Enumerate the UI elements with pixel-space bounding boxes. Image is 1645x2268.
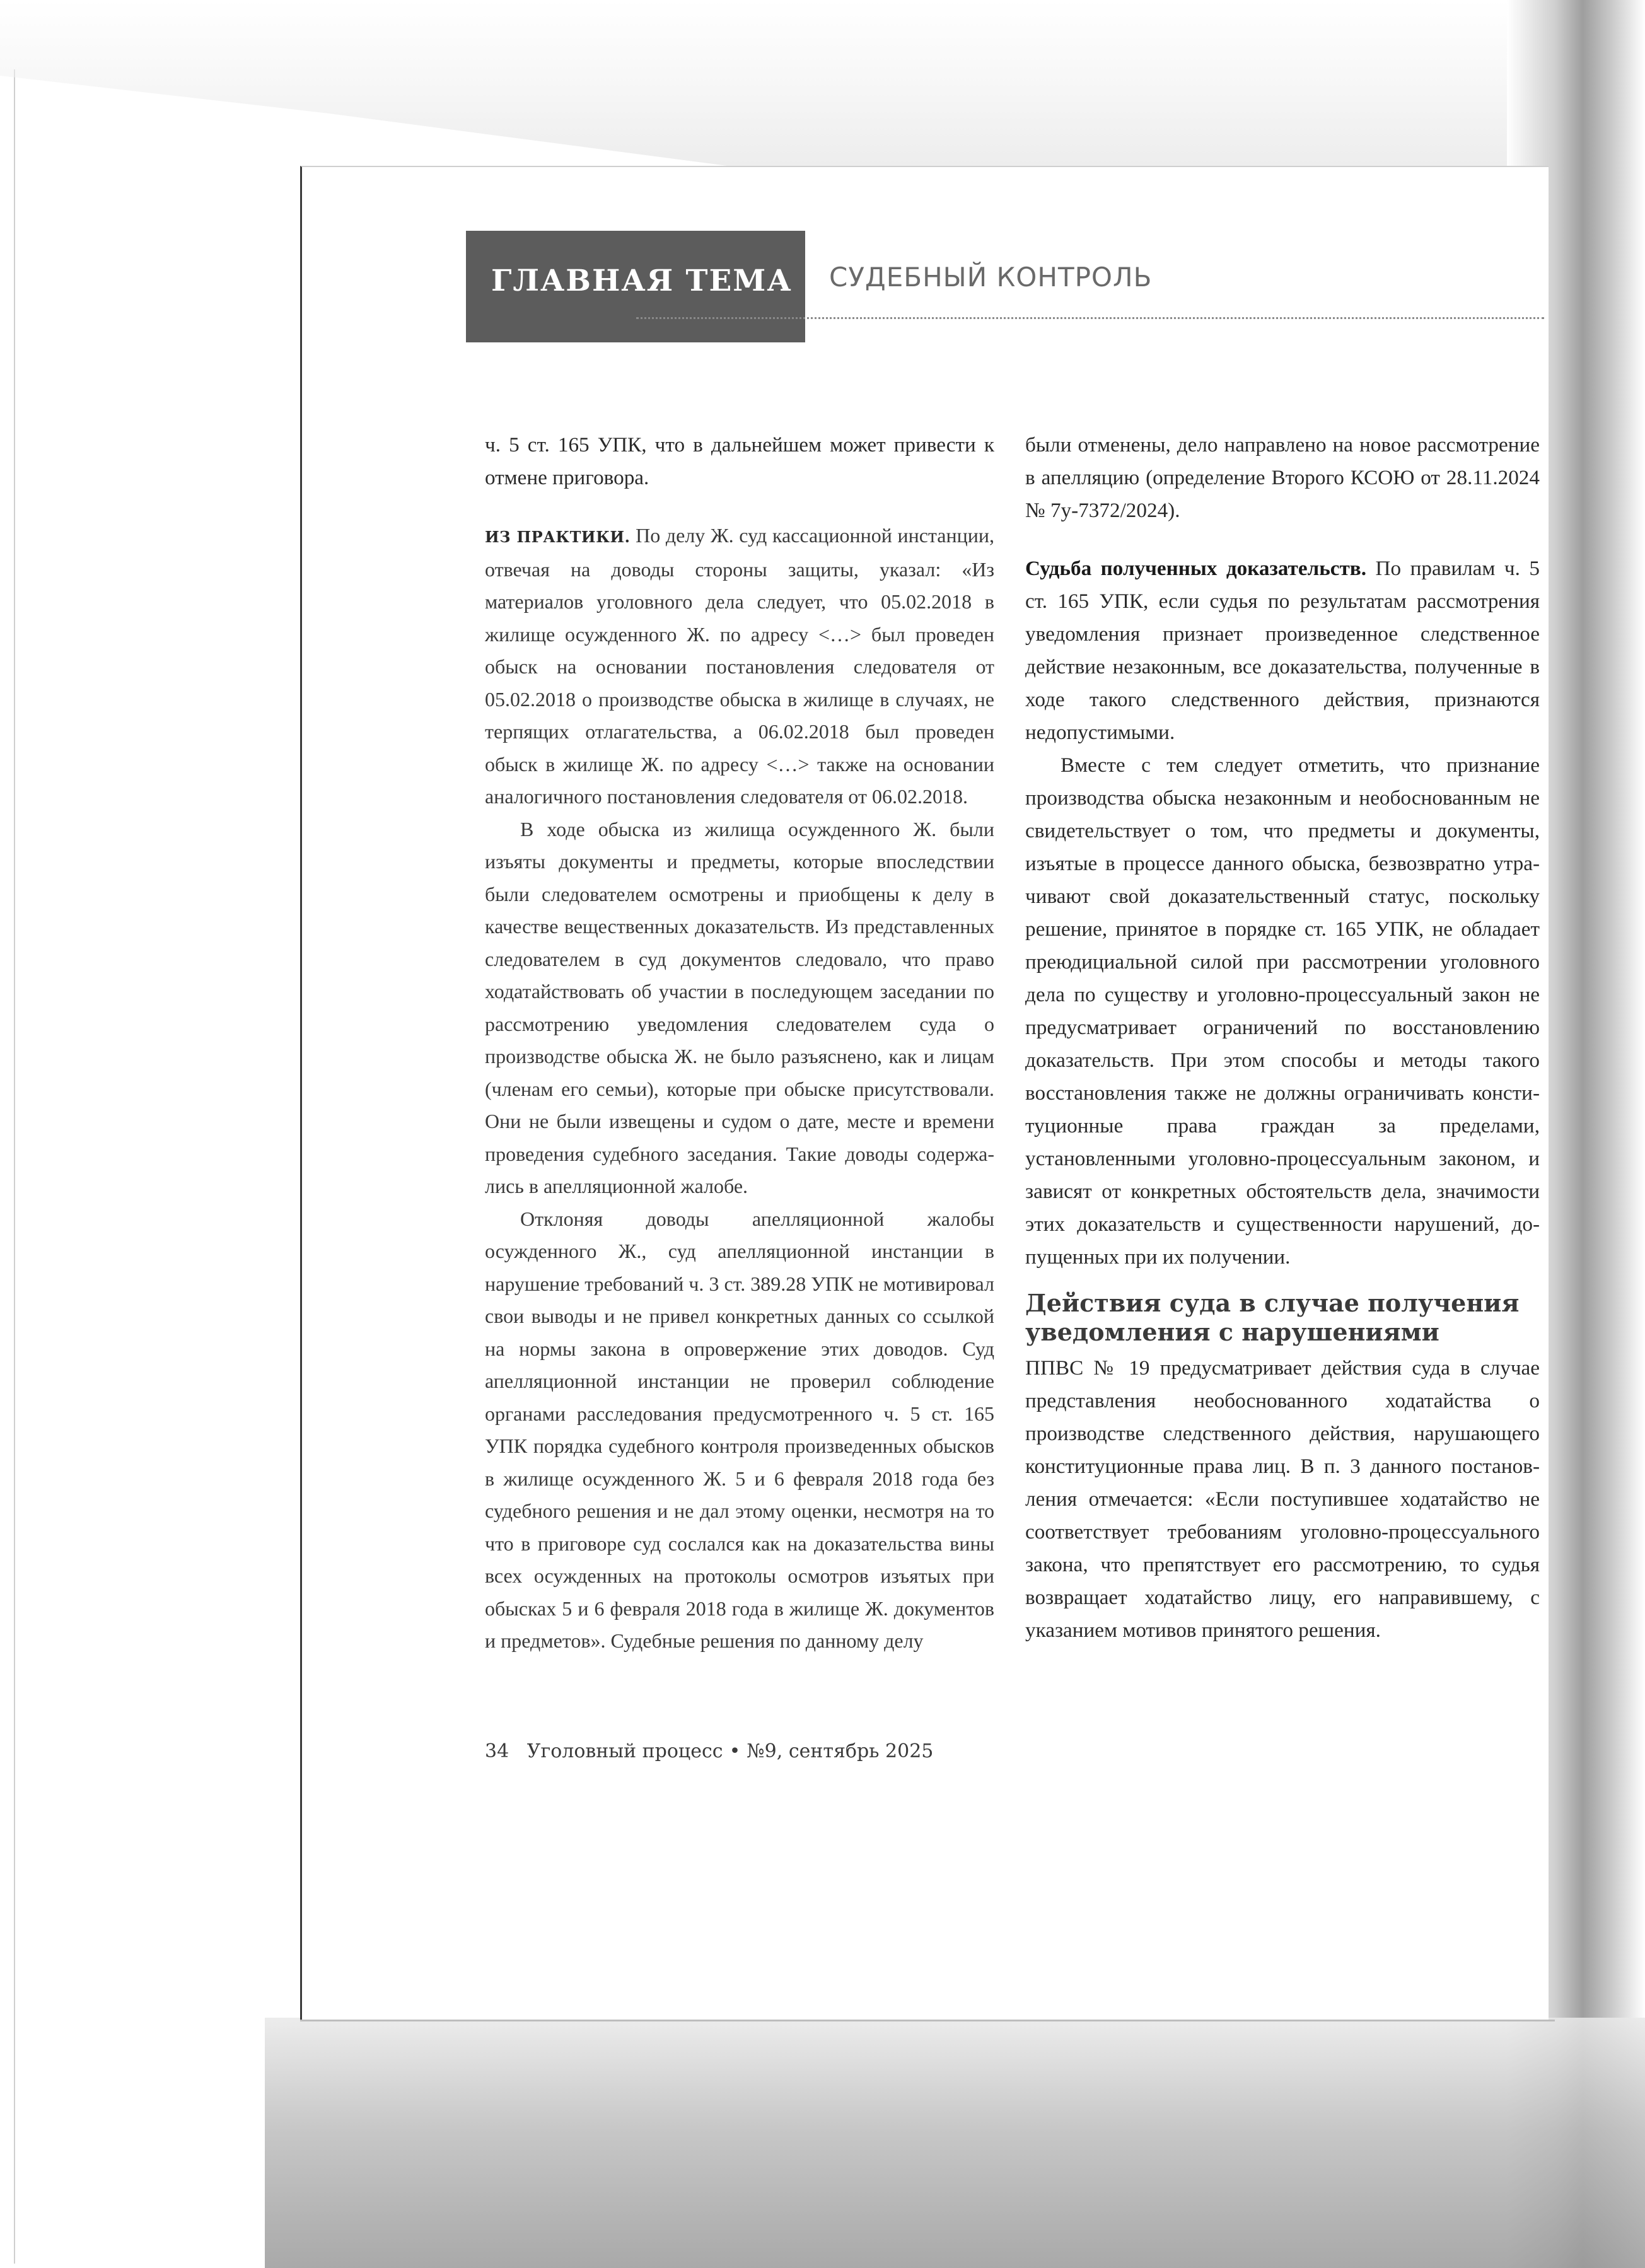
page-bottom-edge — [300, 2020, 1555, 2021]
section-header-box — [466, 231, 805, 342]
paragraph: В ходе обыска из жилища осужденного Ж. были изъяты документы и предметы, которые впоследствии были следователем осмотрены и приобщены к делу в качестве вещественных доказательств. Из представленных следователем в суд документов следовало, что право ходатайствовать об участии в последующем заседании по рассмотрению уведомления следователем суда о производстве обыска Ж. не было разъяснено, как и лицам (членам его семьи), которые при обыске присутствовали. Они не были извещены и судом о дате, месте и времени проведения судебного заседания. Такие доводы содержались в апелляционной жалобе. — [485, 817, 994, 1197]
practice-paragraph — [485, 520, 994, 813]
paragraph-text: По правилам ч. 5 ст. 165 УПК, если судья по результатам рассмотрения уведомления признает произведенное следственное действие незаконным, все доказательства, полученные в ходе такого следственного действия, признаются недопустимыми. — [1025, 557, 1540, 744]
paragraph: ч. 5 ст. 165 УПК, что в дальнейшем может привести к отмене приговора. — [485, 433, 994, 489]
paragraph: Вместе с тем следует отметить, что признание производства обыска незаконным и необоснованным не свидетельствует о том, что предметы и документы, изъятые в процессе данного обыска, безвозвратно утрачивают свой доказательственный статус, поскольку решение, принятое в порядке ст. 165 УПК, не обладает преюдициальной силой при рассмотрении уголовного дела по существу и уголовно-процессуальный закон не предусматривает ограничений по восстановлению доказательств. При этом способы и методы такого восстановления также не должны ограничивать конституционные права граждан за пределами, установленными уголовно-процессуальным законом, и зависят от конкретных обстоятельств дела, значимости этих доказательств и существенности нарушений, допущенных при их получении. — [1025, 753, 1540, 1269]
left-column — [485, 429, 994, 1658]
paragraph — [1025, 552, 1540, 749]
section-heading: Действия суда в случае получения уведомления с нарушениями — [1025, 1289, 1520, 1346]
page-footer — [485, 1740, 933, 1762]
practice-label: ИЗ ПРАКТИКИ. — [485, 528, 631, 546]
journal-title: Уголовный процесс — [526, 1740, 723, 1762]
paragraph-lead: Судьба полученных доказательств. — [1025, 557, 1366, 580]
right-column — [1025, 429, 1540, 1647]
subsection-label: СУДЕБНЫЙ КОНТРОЛЬ — [829, 262, 1153, 293]
practice-text: По делу Ж. суд кассационной инстанции, отвечая на доводы стороны защиты, указал: «Из материалов уголовного дела следует, что 05.02.2018 в жилище осужденного Ж. по адресу <…> был проведен обыск на основании постановления следователя от 05.02.2018 о производстве обыска в жилище в случаях, не терпящих отлагательства, а 06.02.2018 был проведен обыск в жилище Ж. по адресу <…> также на основании аналогичного постановления следователя от 06.02.2018. — [485, 524, 995, 808]
scan-edge-line — [14, 69, 15, 2264]
footer-bullet: • — [729, 1740, 741, 1762]
section-label: ГЛАВНАЯ ТЕМА — [491, 264, 793, 298]
scan-shadow-bottom — [265, 2018, 1645, 2268]
paragraph: Отклоняя доводы апелляционной жалобы осужденного Ж., суд апелляционной инстанции в нарушение требований ч. 3 ст. 389.28 УПК не мотивировал свои выводы и не привел конкретных данных со ссылкой на нормы закона в опровержение этих доводов. Суд апелляционной инстанции не проверил соблюдение органами расследования предусмотренного ч. 5 ст. 165 УПК порядка судебного контроля произведенных обысков в жилище осужденного Ж. 5 и 6 февраля 2018 года без судебного решения и не дал этому оценки, несмотря на то что в приговоре суд сослался как на доказательства вины всех осужденных на протоколы осмотров изъятых при обысках 5 и 6 февраля 2018 года в жилище Ж. документов и предметов». Судебные решения по данному делу — [485, 1207, 994, 1652]
paragraph: были отменены, дело направлено на новое рассмотрение в апелляцию (определение Второго КСОЮ от 28.11.2024 № 7у-7372/2024). — [1025, 433, 1540, 522]
paragraph: ППВС № 19 предусматривает действия суда в случае представления необоснованного ходатайства о производстве следственного действия, нарушающего конституционные права лиц. В п. 3 данного постановления отмечается: «Если поступившее ходатайство не соответствует требованиям уголовно-процессуального закона, что препятствует его рассмотрению, то судья возвращает ходатайство лицу, его направившему, с указанием мотивов принятого решения. — [1025, 1356, 1540, 1642]
document-page — [300, 166, 1549, 2020]
page-number: 34 — [485, 1740, 509, 1762]
scan-shadow-top — [0, 0, 1645, 189]
issue-info: №9, сентябрь 2025 — [747, 1740, 934, 1762]
header-dotted-rule — [636, 317, 1544, 319]
